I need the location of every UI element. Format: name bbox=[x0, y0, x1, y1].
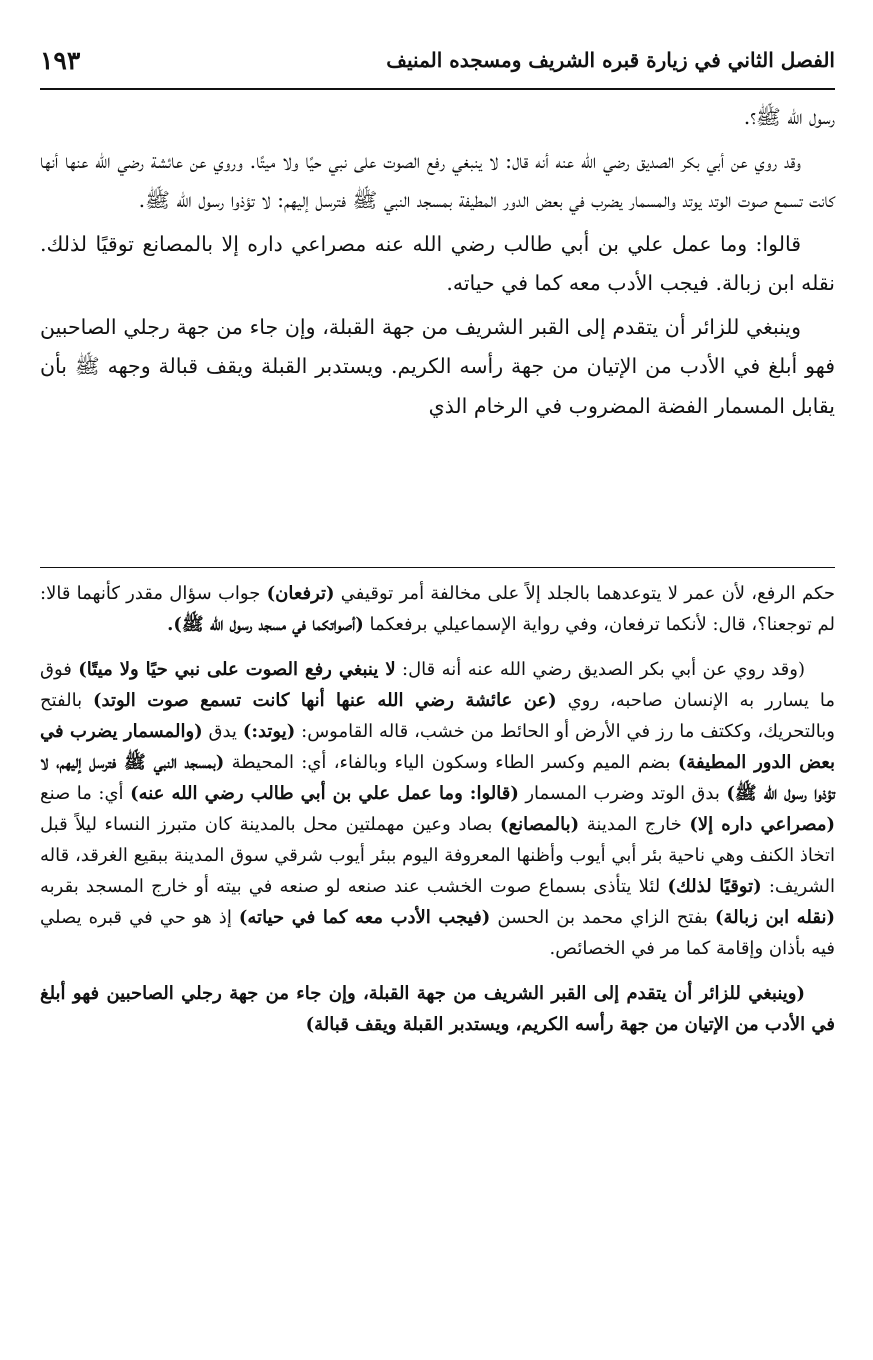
commentary-segment: (وقد روي عن أبي بكر الصديق رضي الله عنه أنه قال: bbox=[395, 659, 806, 680]
quoted-phrase: (مصراعي داره إلا) bbox=[689, 814, 835, 835]
quoted-phrase: (بمسجد النبي ﷺ فترسل إليهم، لا تؤذوا رسول الله ﷺ) bbox=[40, 752, 835, 804]
quoted-phrase: (نقله ابن زبالة) bbox=[715, 907, 836, 928]
quoted-phrase: (يوتد:) bbox=[242, 721, 296, 742]
commentary-segment: بالفتح وبالتحريك، وككتف ما رز في الأرض أو الحائط من خشب، قاله القاموس: bbox=[40, 690, 835, 742]
commentary-segment: بدق الوتد وضرب المسمار bbox=[518, 783, 727, 804]
quoted-phrase: (ترفعان) bbox=[266, 583, 335, 604]
section-divider bbox=[40, 567, 835, 568]
main-paragraph: وينبغي للزائر أن يتقدم إلى القبر الشريف من جهة القبلة، وإن جاء من جهة رجلي الصاحبين فهو أبلغ في الأدب من الإتيان من جهة رأسه الكريم. ويستدبر القبلة ويقف قبالة وجهه ﷺ بأن يقابل المسمار الفضة المضروب في الرخام الذي bbox=[40, 314, 835, 418]
commentary-segment: جواب سؤال مقدر كأنهما قالا: لم توجعنا؟، قال: لأنكما ترفعان، وفي رواية الإسماعيلي برفعكما bbox=[40, 583, 835, 635]
quoted-phrase: لا ينبغي رفع الصوت على نبي حيًا ولا ميتًا) bbox=[78, 659, 396, 680]
commentary-segment: لئلا يتأذى بسماع صوت الخشب عند صنعه لو صنعه في بيته أو خارج المسجد بقربه bbox=[40, 876, 668, 897]
running-title: الفصل الثاني في زيارة قبره الشريف ومسجده المنيف bbox=[386, 48, 835, 72]
commentary-segment: يدق bbox=[202, 721, 243, 742]
commentary-segment: فوق ما يسارر به الإنسان صاحبه، روي bbox=[40, 659, 836, 711]
page-header bbox=[40, 44, 835, 90]
commentary-segment: بضم الميم وكسر الطاء وسكون الياء وبالفاء، أي: المحيطة bbox=[224, 752, 678, 773]
commentary-segment: خارج المدينة bbox=[579, 814, 690, 835]
commentary-segment: بصاد وعين مهملتين محل بالمدينة كان متبرز النساء ليلاً قبل اتخاذ الكنف وهي ناحية بئر أبي أيوب وأظنها المعروفة اليوم ببئر أيوب شرقي سوق المدينة ببقيع الغرقد، قاله الشريف: bbox=[40, 814, 836, 897]
commentary-text bbox=[40, 578, 835, 1054]
commentary-paragraph: (وينبغي للزائر أن يتقدم إلى القبر الشريف من جهة القبلة، وإن جاء من جهة رجلي الصاحبين فهو أبلغ في الأدب من الإتيان من جهة رأسه الكريم، ويستدبر القبلة ويقف قبالة) bbox=[40, 983, 835, 1035]
quoted-phrase: (عن عائشة رضي الله عنها أنها كانت تسمع صوت الوتد) bbox=[93, 690, 557, 711]
quoted-phrase: (فيجب الأدب معه كما في حياته) bbox=[238, 907, 491, 928]
quoted-phrase: (والمسمار يضرب في بعض الدور المطيفة) bbox=[40, 721, 835, 773]
commentary-paragraph bbox=[40, 654, 835, 964]
commentary-segment: بفتح الزاي محمد بن الحسن bbox=[490, 907, 715, 928]
quoted-phrase: (بالمصانع) bbox=[500, 814, 580, 835]
main-paragraph: رسول الله ﷺ؟. bbox=[743, 105, 835, 129]
quoted-phrase: (أصواتكما في مسجد رسول الله ﷺ). bbox=[167, 614, 364, 635]
commentary-segment: أي: ما صنع bbox=[40, 783, 131, 804]
quoted-phrase: (توقيًا لذلك) bbox=[667, 876, 762, 897]
page-number: ١٩٣ bbox=[40, 46, 81, 75]
quoted-phrase: (قالوا: وما عمل علي بن أبي طالب رضي الله عنه) bbox=[130, 783, 519, 804]
main-text bbox=[40, 98, 835, 430]
main-paragraph: قالوا: وما عمل علي بن أبي طالب رضي الله عنه مصراعي داره إلا بالمصانع توقيًا لذلك. نقله ابن زبالة. فيجب الأدب معه كما في حياته. bbox=[40, 231, 835, 295]
main-paragraph: وقد روي عن أبي بكر الصديق رضي الله عنه أنه قال: لا ينبغي رفع الصوت على نبي حيًا ولا ميتًا. وروي عن عائشة رضي الله عنها أنها كانت تسمع صوت الوتد يوتد والمسمار يضرب في بعض الدور المطيفة بمسجد النبي ﷺ فترسل إليهم: لا تؤذوا رسول الله ﷺ. bbox=[40, 148, 835, 212]
commentary-segment: إذ هو حي في قبره يصلي فيه بأذان وإقامة كما مر في الخصائص. bbox=[40, 907, 835, 959]
commentary-segment: حكم الرفع، لأن عمر لا يتوعدهما بالجلد إلاً على مخالفة أمر توقيفي bbox=[334, 583, 836, 604]
commentary-paragraph bbox=[40, 578, 835, 640]
